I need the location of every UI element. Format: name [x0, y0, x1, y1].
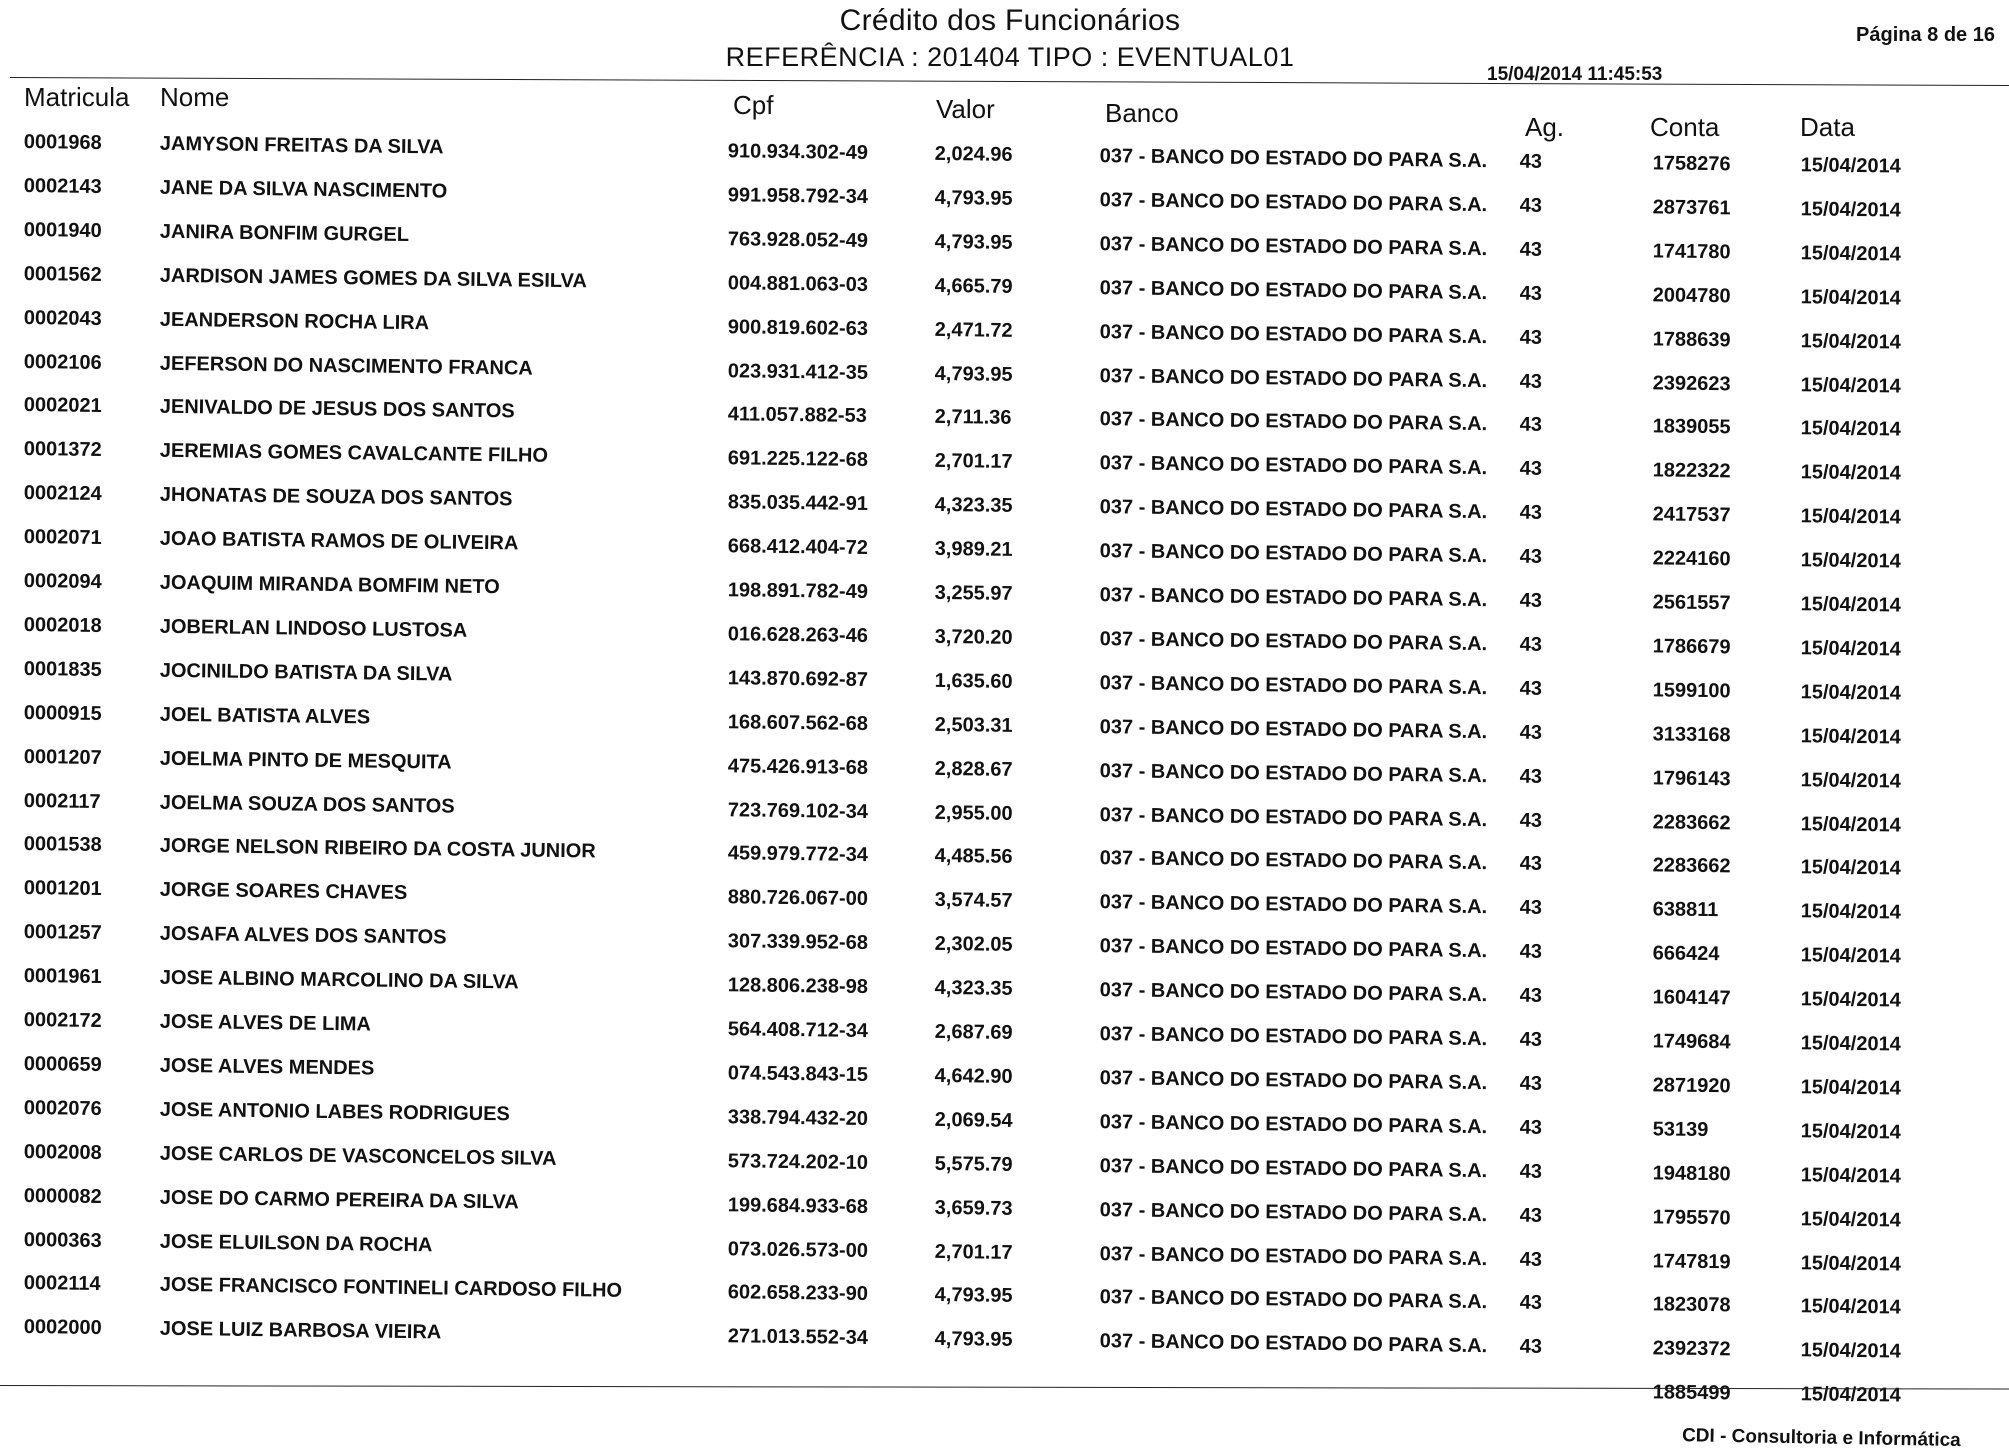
matricula-cell: 0001207: [23, 745, 102, 769]
cpf-cell: 668.412.404-72: [727, 535, 869, 560]
conta-cell: 2392623: [1652, 371, 1731, 395]
conta-cell: 53139: [1652, 1118, 1709, 1141]
cpf-cell: 835.035.442-91: [727, 491, 869, 516]
valor-cell: 1,635.60: [934, 669, 1013, 693]
banco-cell: 037 - BANCO DO ESTADO DO PARA S.A.: [1099, 1154, 1488, 1182]
nome-cell: JOSE ALBINO MARCOLINO DA SILVA: [159, 966, 519, 994]
data-cell: 15/04/2014: [1800, 724, 1901, 749]
col-header-banco: Banco: [1105, 98, 1179, 128]
cpf-cell: 691.225.122-68: [727, 447, 869, 472]
matricula-cell: 0002124: [23, 482, 102, 506]
data-cell: 15/04/2014: [1800, 637, 1901, 661]
agencia-cell: 43: [1519, 1160, 1543, 1183]
agencia-cell: 43: [1519, 1291, 1543, 1315]
valor-cell: 3,255.97: [934, 581, 1013, 605]
banco-cell: 037 - BANCO DO ESTADO DO PARA S.A.: [1099, 145, 1488, 173]
nome-cell: JOELMA SOUZA DOS SANTOS: [159, 791, 455, 818]
cpf-cell: 073.026.573-00: [727, 1237, 869, 1262]
conta-cell: 1599100: [1652, 679, 1731, 703]
banco-cell: 037 - BANCO DO ESTADO DO PARA S.A.: [1099, 847, 1488, 875]
banco-cell: 037 - BANCO DO ESTADO DO PARA S.A.: [1099, 188, 1488, 217]
banco-cell: 037 - BANCO DO ESTADO DO PARA S.A.: [1099, 364, 1488, 392]
nome-cell: JORGE NELSON RIBEIRO DA COSTA JUNIOR: [159, 835, 596, 863]
agencia-cell: 43: [1519, 765, 1543, 788]
data-cell: 15/04/2014: [1800, 417, 1901, 441]
cpf-cell: 023.931.412-35: [727, 359, 869, 384]
banco-cell: 037 - BANCO DO ESTADO DO PARA S.A.: [1099, 1286, 1488, 1314]
matricula-cell: 0000082: [23, 1184, 102, 1208]
conta-cell: 2283662: [1652, 810, 1731, 834]
matricula-cell: 0002018: [23, 613, 102, 637]
cpf-cell: 271.013.552-34: [727, 1325, 869, 1350]
agencia-cell: 43: [1519, 545, 1543, 568]
cpf-cell: 602.658.233-90: [727, 1281, 869, 1306]
nome-cell: JHONATAS DE SOUZA DOS SANTOS: [159, 483, 513, 511]
agencia-cell: 43: [1519, 633, 1543, 656]
banco-cell: 037 - BANCO DO ESTADO DO PARA S.A.: [1099, 276, 1488, 304]
conta-cell: 2283662: [1652, 854, 1731, 878]
banco-cell: 037 - BANCO DO ESTADO DO PARA S.A.: [1099, 1110, 1488, 1138]
cpf-cell: 411.057.882-53: [727, 403, 867, 428]
banco-cell: 037 - BANCO DO ESTADO DO PARA S.A.: [1099, 979, 1488, 1007]
banco-cell: 037 - BANCO DO ESTADO DO PARA S.A.: [1099, 935, 1488, 963]
nome-cell: JOSE ALVES DE LIMA: [159, 1010, 372, 1036]
nome-cell: JOSE ANTONIO LABES RODRIGUES: [159, 1098, 511, 1126]
agencia-cell: 43: [1519, 413, 1543, 437]
nome-cell: JOSE DO CARMO PEREIRA DA SILVA: [159, 1186, 519, 1214]
valor-cell: 4,485.56: [934, 845, 1013, 869]
banco-cell: 037 - BANCO DO ESTADO DO PARA S.A.: [1099, 452, 1488, 480]
valor-cell: 2,069.54: [934, 1108, 1013, 1132]
agencia-cell: 43: [1519, 940, 1543, 964]
nome-cell: JOELMA PINTO DE MESQUITA: [159, 747, 452, 774]
nome-cell: JOSE CARLOS DE VASCONCELOS SILVA: [159, 1142, 557, 1170]
agencia-cell: 43: [1519, 1204, 1543, 1227]
valor-cell: 4,793.95: [934, 186, 1013, 210]
nome-cell: JOSE ELUILSON DA ROCHA: [159, 1230, 433, 1256]
cpf-cell: 168.607.562-68: [727, 710, 869, 735]
cpf-cell: 307.339.952-68: [727, 930, 869, 955]
valor-cell: 3,989.21: [934, 538, 1013, 562]
matricula-cell: 0001372: [23, 438, 102, 462]
conta-cell: 1823078: [1652, 1293, 1731, 1317]
cpf-cell: 763.928.052-49: [727, 228, 869, 252]
banco-cell: 037 - BANCO DO ESTADO DO PARA S.A.: [1099, 803, 1488, 831]
col-header-ag: Ag.: [1525, 112, 1565, 142]
data-cell: 15/04/2014: [1800, 242, 1901, 266]
valor-cell: 4,793.95: [934, 362, 1013, 386]
conta-cell: 2561557: [1652, 591, 1731, 615]
matricula-cell: 0002021: [23, 394, 102, 418]
agencia-cell: 43: [1519, 1072, 1543, 1095]
conta-cell: 1948180: [1652, 1162, 1731, 1186]
cpf-cell: 880.726.067-00: [727, 886, 869, 911]
valor-cell: 2,687.69: [934, 1020, 1013, 1044]
valor-cell: 2,701.17: [934, 450, 1013, 474]
conta-cell: 2004780: [1652, 284, 1731, 308]
cpf-cell: 723.769.102-34: [727, 798, 869, 823]
agencia-cell: 43: [1519, 238, 1543, 261]
matricula-cell: 0002076: [23, 1096, 102, 1120]
conta-cell: 1885499: [1652, 1381, 1731, 1405]
data-cell: 15/04/2014: [1800, 329, 1901, 354]
cpf-cell: 016.628.263-46: [727, 623, 869, 647]
banco-cell: 037 - BANCO DO ESTADO DO PARA S.A.: [1099, 1198, 1488, 1226]
valor-cell: 2,503.31: [934, 713, 1013, 737]
valor-cell: 2,711.36: [934, 406, 1012, 430]
nome-cell: JOSE ALVES MENDES: [159, 1054, 375, 1080]
agencia-cell: 43: [1519, 370, 1543, 393]
cpf-cell: 573.724.202-10: [727, 1149, 869, 1174]
col-header-cpf: Cpf: [733, 90, 774, 120]
data-cell: 15/04/2014: [1800, 988, 1901, 1012]
data-cell: 15/04/2014: [1800, 768, 1901, 793]
data-cell: 15/04/2014: [1800, 461, 1901, 485]
conta-cell: 1822322: [1652, 459, 1731, 483]
conta-cell: 1795570: [1652, 1205, 1731, 1229]
data-cell: 15/04/2014: [1800, 154, 1901, 178]
valor-cell: 4,665.79: [934, 274, 1013, 298]
nome-cell: JANIRA BONFIM GURGEL: [159, 220, 410, 246]
valor-cell: 2,024.96: [934, 142, 1013, 166]
data-cell: 15/04/2014: [1800, 1339, 1901, 1363]
valor-cell: 3,574.57: [934, 889, 1013, 913]
nome-cell: JEANDERSON ROCHA LIRA: [159, 308, 430, 334]
valor-cell: 3,720.20: [934, 625, 1013, 649]
banco-cell: 037 - BANCO DO ESTADO DO PARA S.A.: [1099, 1066, 1488, 1095]
valor-cell: 2,471.72: [934, 318, 1013, 342]
footer-company: CDI - Consultoria e Informática: [1682, 1425, 1962, 1451]
matricula-cell: 0002071: [23, 526, 102, 550]
data-cell: 15/04/2014: [1800, 900, 1901, 924]
data-cell: 15/04/2014: [1800, 198, 1901, 222]
conta-cell: 3133168: [1652, 723, 1731, 747]
agencia-cell: 43: [1519, 457, 1543, 481]
col-header-matricula: Matricula: [24, 82, 130, 112]
page-number: Página 8 de 16: [1856, 24, 1995, 46]
data-cell: 15/04/2014: [1800, 1383, 1901, 1407]
cpf-cell: 199.684.933-68: [727, 1193, 869, 1218]
banco-cell: 037 - BANCO DO ESTADO DO PARA S.A.: [1099, 671, 1488, 699]
col-header-conta: Conta: [1650, 112, 1720, 142]
data-cell: 15/04/2014: [1800, 944, 1901, 968]
agencia-cell: 43: [1519, 282, 1543, 305]
nome-cell: JOSAFA ALVES DOS SANTOS: [159, 922, 447, 949]
agencia-cell: 43: [1519, 326, 1543, 349]
matricula-cell: 0002117: [23, 789, 101, 813]
data-cell: 15/04/2014: [1800, 505, 1901, 529]
data-cell: 15/04/2014: [1800, 549, 1901, 573]
data-cell: 15/04/2014: [1800, 1251, 1901, 1276]
valor-cell: 4,793.95: [934, 1284, 1013, 1308]
conta-cell: 1788639: [1652, 327, 1731, 351]
banco-cell: 037 - BANCO DO ESTADO DO PARA S.A.: [1099, 408, 1488, 436]
conta-cell: 2873761: [1652, 196, 1731, 220]
nome-cell: JEFERSON DO NASCIMENTO FRANCA: [159, 352, 533, 380]
agencia-cell: 43: [1519, 1028, 1543, 1051]
valor-cell: 4,793.95: [934, 230, 1013, 254]
cpf-cell: 910.934.302-49: [727, 140, 869, 165]
data-cell: 15/04/2014: [1800, 1120, 1901, 1144]
agencia-cell: 43: [1519, 809, 1543, 832]
agencia-cell: 43: [1519, 721, 1543, 744]
data-cell: 15/04/2014: [1800, 1076, 1901, 1100]
data-cell: 15/04/2014: [1800, 1032, 1901, 1056]
valor-cell: 5,575.79: [934, 1152, 1013, 1176]
matricula-cell: 0001538: [23, 833, 102, 857]
col-header-nome: Nome: [160, 82, 230, 112]
matricula-cell: 0002172: [23, 1008, 102, 1033]
valor-cell: 4,323.35: [934, 494, 1013, 518]
cpf-cell: 143.870.692-87: [727, 667, 869, 691]
matricula-cell: 0002043: [23, 306, 102, 330]
matricula-cell: 0001968: [23, 130, 102, 155]
cpf-cell: 991.958.792-34: [727, 184, 869, 208]
cpf-cell: 004.881.063-03: [727, 271, 869, 296]
nome-cell: JANE DA SILVA NASCIMENTO: [159, 176, 448, 203]
matricula-cell: 0001961: [23, 965, 102, 989]
banco-cell: 037 - BANCO DO ESTADO DO PARA S.A.: [1099, 584, 1488, 612]
cpf-cell: 475.426.913-68: [727, 754, 869, 779]
nome-cell: JARDISON JAMES GOMES DA SILVA ESILVA: [159, 264, 588, 293]
agencia-cell: 43: [1519, 896, 1543, 920]
data-cell: 15/04/2014: [1800, 1163, 1901, 1188]
matricula-cell: 0002114: [23, 1272, 101, 1296]
nome-cell: JORGE SOARES CHAVES: [159, 879, 408, 905]
matricula-cell: 0001201: [23, 877, 102, 901]
valor-cell: 2,701.17: [934, 1240, 1013, 1264]
report-reference: REFERÊNCIA : 201404 TIPO : EVENTUAL01: [725, 42, 1295, 72]
banco-cell: 037 - BANCO DO ESTADO DO PARA S.A.: [1099, 232, 1488, 260]
conta-cell: 1604147: [1652, 986, 1731, 1010]
data-cell: 15/04/2014: [1800, 285, 1901, 310]
valor-cell: 2,302.05: [934, 933, 1013, 957]
conta-cell: 2392372: [1652, 1337, 1731, 1361]
banco-cell: 037 - BANCO DO ESTADO DO PARA S.A.: [1099, 1242, 1488, 1270]
conta-cell: 2224160: [1652, 547, 1731, 571]
conta-cell: 1741780: [1652, 240, 1731, 264]
banco-cell: 037 - BANCO DO ESTADO DO PARA S.A.: [1099, 627, 1488, 656]
agencia-cell: 43: [1519, 1248, 1543, 1271]
banco-cell: 037 - BANCO DO ESTADO DO PARA S.A.: [1099, 715, 1488, 743]
valor-cell: 3,659.73: [934, 1196, 1013, 1220]
banco-cell: 037 - BANCO DO ESTADO DO PARA S.A.: [1099, 496, 1488, 524]
data-cell: 15/04/2014: [1800, 373, 1901, 398]
conta-cell: 2417537: [1652, 503, 1731, 527]
agencia-cell: 43: [1519, 150, 1543, 173]
data-cell: 15/04/2014: [1800, 1295, 1901, 1319]
cpf-cell: 128.806.238-98: [727, 974, 869, 999]
banco-cell: 037 - BANCO DO ESTADO DO PARA S.A.: [1099, 320, 1488, 348]
nome-cell: JOEL BATISTA ALVES: [159, 703, 371, 729]
agencia-cell: 43: [1519, 677, 1543, 700]
conta-cell: 1786679: [1652, 635, 1731, 659]
agencia-cell: 43: [1519, 589, 1543, 612]
matricula-cell: 0001940: [23, 218, 102, 242]
data-cell: 15/04/2014: [1800, 681, 1901, 705]
agencia-cell: 43: [1519, 501, 1543, 525]
matricula-cell: 0002008: [23, 1140, 102, 1164]
agencia-cell: 43: [1519, 852, 1543, 876]
matricula-cell: 0001835: [23, 657, 102, 681]
matricula-cell: 0000915: [23, 701, 102, 725]
banco-cell: 037 - BANCO DO ESTADO DO PARA S.A.: [1099, 759, 1488, 787]
cpf-cell: 459.979.772-34: [727, 842, 869, 867]
data-cell: 15/04/2014: [1800, 856, 1901, 880]
valor-cell: 4,793.95: [934, 1328, 1013, 1352]
valor-cell: 2,828.67: [934, 757, 1013, 781]
conta-cell: 1796143: [1652, 766, 1731, 790]
matricula-cell: 0002000: [23, 1316, 102, 1340]
conta-cell: 1839055: [1652, 415, 1731, 439]
valor-cell: 4,642.90: [934, 1064, 1013, 1088]
matricula-cell: 0002143: [23, 174, 102, 198]
conta-cell: 1747819: [1652, 1249, 1731, 1273]
conta-cell: 638811: [1652, 898, 1719, 922]
nome-cell: JOAO BATISTA RAMOS DE OLIVEIRA: [159, 527, 519, 555]
nome-cell: JEREMIAS GOMES CAVALCANTE FILHO: [159, 440, 549, 468]
agencia-cell: 43: [1519, 1335, 1543, 1359]
nome-cell: JOCINILDO BATISTA DA SILVA: [159, 659, 453, 686]
conta-cell: 1758276: [1652, 152, 1731, 176]
matricula-cell: 0002094: [23, 569, 102, 594]
matricula-cell: 0000659: [23, 1052, 102, 1076]
data-cell: 15/04/2014: [1800, 593, 1901, 617]
banco-cell: 037 - BANCO DO ESTADO DO PARA S.A.: [1099, 540, 1488, 568]
agencia-cell: 43: [1519, 1116, 1543, 1139]
nome-cell: JOSE FRANCISCO FONTINELI CARDOSO FILHO: [159, 1274, 623, 1303]
agencia-cell: 43: [1519, 984, 1543, 1007]
banco-cell: 037 - BANCO DO ESTADO DO PARA S.A.: [1099, 1023, 1488, 1051]
cpf-cell: 338.794.432-20: [727, 1106, 869, 1130]
col-header-valor: Valor: [936, 94, 995, 124]
col-header-data: Data: [1800, 112, 1855, 142]
data-cell: 15/04/2014: [1800, 1207, 1901, 1232]
matricula-cell: 0002106: [23, 350, 102, 374]
agencia-cell: 43: [1519, 194, 1543, 217]
nome-cell: JOSE LUIZ BARBOSA VIEIRA: [159, 1318, 442, 1344]
valor-cell: 4,323.35: [934, 977, 1013, 1001]
conta-cell: 2871920: [1652, 1074, 1731, 1098]
conta-cell: 1749684: [1652, 1030, 1731, 1054]
banco-cell: 037 - BANCO DO ESTADO DO PARA S.A.: [1099, 1330, 1488, 1358]
matricula-cell: 0000363: [23, 1228, 102, 1252]
valor-cell: 2,955.00: [934, 801, 1013, 825]
nome-cell: JOAQUIM MIRANDA BOMFIM NETO: [159, 571, 500, 599]
cpf-cell: 900.819.602-63: [727, 315, 869, 340]
report-title: Crédito dos Funcionários: [839, 4, 1181, 37]
matricula-cell: 0001562: [23, 262, 102, 286]
data-cell: 15/04/2014: [1800, 812, 1901, 837]
nome-cell: JENIVALDO DE JESUS DOS SANTOS: [159, 396, 515, 423]
nome-cell: JOBERLAN LINDOSO LUSTOSA: [159, 615, 468, 642]
conta-cell: 666424: [1652, 942, 1720, 966]
nome-cell: JAMYSON FREITAS DA SILVA: [159, 132, 444, 159]
matricula-cell: 0001257: [23, 921, 102, 945]
cpf-cell: 564.408.712-34: [727, 1018, 869, 1043]
report-datetime: 15/04/2014 11:45:53: [1487, 64, 1663, 85]
banco-cell: 037 - BANCO DO ESTADO DO PARA S.A.: [1099, 891, 1488, 919]
cpf-cell: 074.543.843-15: [727, 1062, 869, 1086]
cpf-cell: 198.891.782-49: [727, 579, 869, 604]
